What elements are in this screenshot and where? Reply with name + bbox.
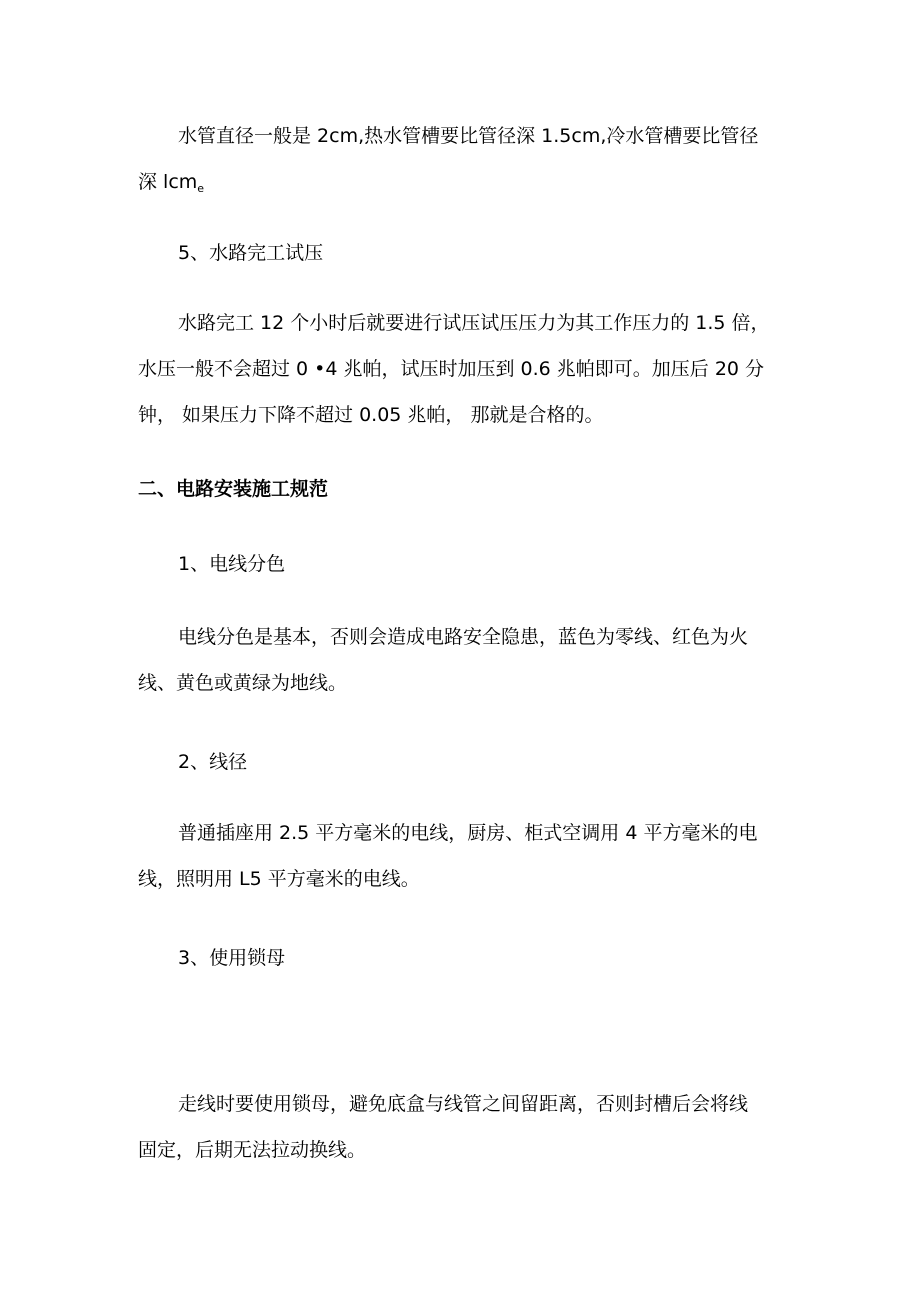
subheading-text: 5、水路完工试压 [178,242,324,264]
subheading-text: 1、电线分色 [178,553,286,575]
subscript-text: e [197,182,205,195]
subheading-pressure-test [138,230,786,276]
paragraph-text: 深 lcm [138,171,198,193]
paragraph-line: 水管直径一般是 2cm,热水管槽要比管径深 1.5cm,冷水管槽要比管径 [178,125,759,147]
paragraph-line: 电线分色是基本，否则会造成电路安全隐患，蓝色为零线、红色为火 [178,626,749,648]
subheading-text: 3、使用锁母 [178,947,286,969]
subheading-wire-color [138,541,786,587]
paragraph-line: 固定，后期无法拉动换线。 [138,1139,367,1161]
paragraph-line: 走线时要使用锁母，避免底盒与线管之间留距离，否则封槽后会将线 [178,1093,749,1115]
subheading-wire-gauge [138,739,786,785]
subheading-lock-nut [138,935,786,981]
subheading-text: 2、线径 [178,751,248,773]
paragraph-line: 普通插座用 2.5 平方毫米的电线，厨房、柜式空调用 4 平方毫米的电 [178,822,758,844]
paragraph-line: 钟， 如果压力下降不超过 0.05 兆帕， 那就是合格的。 [138,404,604,426]
paragraph-line [138,159,786,205]
paragraph-line: 水压一般不会超过 0 •4 兆帕，试压时加压到 0.6 兆帕即可。加压后 20 分 [138,358,765,380]
paragraph-line: 水路完工 12 个小时后就要进行试压试压压力为其工作压力的 1.5 倍， [178,312,770,334]
paragraph-line: 线、黄色或黄绿为地线。 [138,672,348,694]
paragraph-line: 线，照明用 L5 平方毫米的电线。 [138,868,420,890]
paragraph-water-pipe-depth [138,113,786,205]
paragraph-lock-nut [138,1081,786,1173]
paragraph-wire-color [138,614,786,706]
section-heading-circuit-installation [138,466,786,512]
section-heading-text: 二、电路安装施工规范 [138,478,329,500]
paragraph-pressure-test [138,300,786,438]
paragraph-wire-gauge [138,810,786,902]
